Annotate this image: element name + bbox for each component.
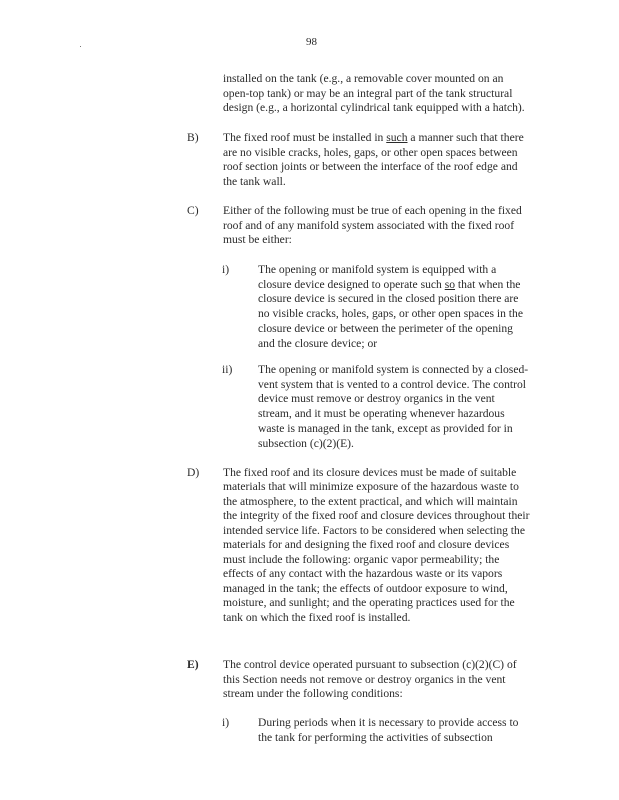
paragraph-e-i xyxy=(258,716,518,745)
text-line: The opening or manifold system is equipped with a xyxy=(258,263,497,276)
intro-paragraph xyxy=(223,72,525,116)
text-line: tank on which the fixed roof is installed. xyxy=(223,610,411,624)
item-label-c: C) xyxy=(187,204,199,217)
page-number: 98 xyxy=(306,36,317,48)
text-line: must be either: xyxy=(223,233,292,247)
text-line: the tank wall. xyxy=(223,175,286,189)
text-line: the integrity of the fixed roof and closure devices throughout their xyxy=(223,509,530,523)
text-line: and the closure device; or xyxy=(258,336,378,350)
text-line: managed in the tank; the effects of outdoor exposure to wind, xyxy=(223,581,508,595)
text-line: moisture, and sunlight; and the operating practices used for the xyxy=(223,596,515,610)
text-line: materials for and designing the fixed roof and closure devices xyxy=(223,538,510,552)
text-line: subsection (c)(2)(E). xyxy=(258,436,354,450)
text-line: installed on the tank (e.g., a removable cover mounted on an xyxy=(223,72,504,85)
text-line: closure device is secured in the closed position there are xyxy=(258,292,519,306)
text-line: stream, and it must be operating whenever hazardous xyxy=(258,407,505,421)
text-line: effects of any contact with the hazardous waste or its vapors xyxy=(223,567,503,581)
text-line: device must remove or destroy organics in the vent xyxy=(258,392,495,406)
text-line: no visible cracks, holes, gaps, or other open spaces in the xyxy=(258,307,523,321)
text-line: intended service life. Factors to be considered when selecting the xyxy=(223,523,525,537)
text-line: roof section joints or between the interface of the roof edge and xyxy=(223,160,518,174)
scan-speck xyxy=(80,46,81,47)
text-line: The opening or manifold system is connected by a closed- xyxy=(258,363,529,376)
text-line: the atmosphere, to the extent practical, and which will maintain xyxy=(223,494,518,508)
paragraph-e xyxy=(223,658,517,702)
item-label-e-i: i) xyxy=(222,716,230,729)
text-line: vent system that is vented to a control device. The control xyxy=(258,377,526,391)
paragraph-c-ii xyxy=(258,363,528,451)
text-line: roof and of any manifold system associated with the fixed roof xyxy=(223,218,515,232)
item-label-b: B) xyxy=(187,131,199,144)
text-line: open-top tank) or may be an integral part of the tank structural xyxy=(223,86,513,100)
text-line: waste is managed in the tank, except as provided for in xyxy=(258,421,513,435)
text-line: The control device operated pursuant to subsection (c)(2)(C) of xyxy=(223,658,517,671)
text-line: closure device or between the perimeter of the opening xyxy=(258,321,513,335)
item-label-c-ii: ii) xyxy=(222,363,233,376)
text-line: the tank for performing the activities of subsection xyxy=(258,730,493,744)
text-line: The fixed roof and its closure devices must be made of suitable xyxy=(223,466,517,479)
item-label-d: D) xyxy=(187,466,200,479)
text-line: Either of the following must be true of each opening in the fixed xyxy=(223,204,522,217)
item-label-c-i: i) xyxy=(222,263,230,276)
text-line: closure device designed to operate such so that when the xyxy=(258,277,521,291)
item-label-e: E) xyxy=(187,658,199,671)
paragraph-d xyxy=(223,466,530,625)
paragraph-b xyxy=(223,131,524,190)
paragraph-c-i xyxy=(258,263,523,351)
text-line: During periods when it is necessary to provide access to xyxy=(258,716,519,729)
text-line: must include the following: organic vapor permeability; the xyxy=(223,552,500,566)
text-line: design (e.g., a horizontal cylindrical tank equipped with a hatch). xyxy=(223,101,525,115)
text-line: materials that will minimize exposure of the hazardous waste to xyxy=(223,480,519,494)
paragraph-c xyxy=(223,204,522,248)
text-line: are no visible cracks, holes, gaps, or other open spaces between xyxy=(223,145,518,159)
text-line: this Section needs not remove or destroy organics in the vent xyxy=(223,672,506,686)
text-line: The fixed roof must be installed in such a manner such that there xyxy=(223,131,524,144)
text-line: stream under the following conditions: xyxy=(223,687,403,701)
